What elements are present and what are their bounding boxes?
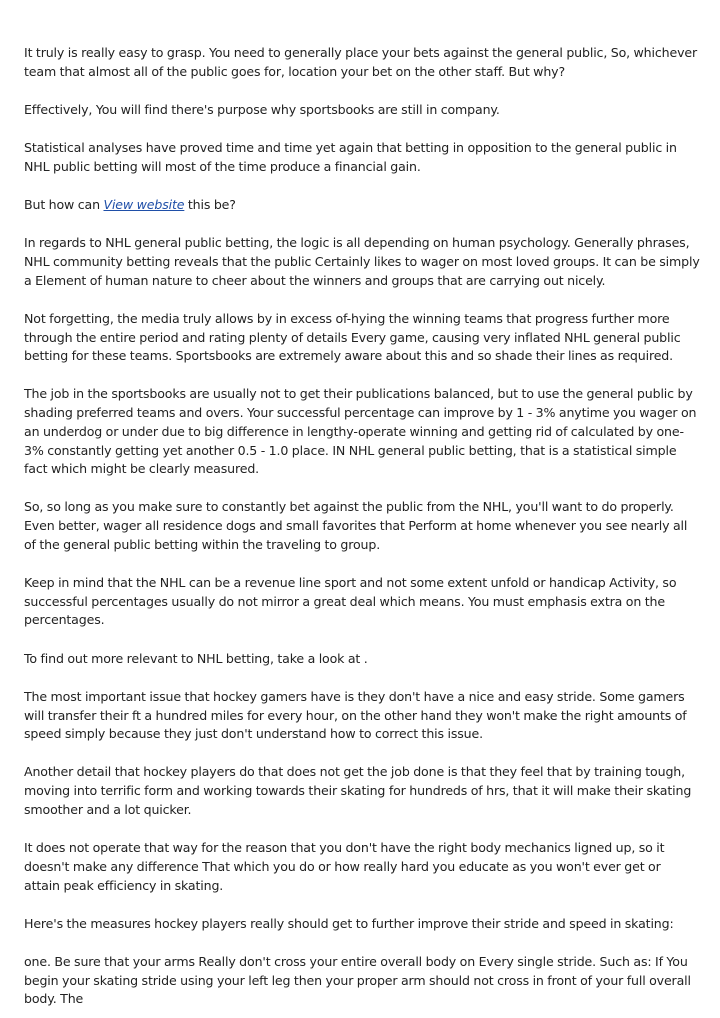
paragraph-10: To find out more relevant to NHL betting, take a look at . [24, 650, 368, 666]
paragraph-1: It truly is really easy to grasp. You need to generally place your bets against the general public, So, whichever team that almost all of the public goes for, location your bet on the other staff. But why? [24, 45, 697, 79]
paragraph-2: Effectively, You will find there's purpose why sportsbooks are still in company. [24, 101, 500, 117]
paragraph-9: Keep in mind that the NHL can be a revenue line sport and not some extent unfold or handicap Activity, so successful percentages usually do not mirror a great deal which means. You must emphasis extra on the percentages. [24, 575, 677, 628]
paragraph-4 [24, 196, 700, 215]
paragraph-14: Here's the measures hockey players really should get to further improve their stride and speed in skating: [24, 915, 674, 931]
paragraph-8: So, so long as you make sure to constantly bet against the public from the NHL, you'll want to do properly. Even better, wager all residence dogs and small favorites that Perform at home whenever you see nearly all of the general public betting within the traveling to group. [24, 499, 688, 552]
paragraph-6: Not forgetting, the media truly allows by in excess of-hying the winning teams that progress further more through the entire period and rating plenty of details Every game, causing very inflated NHL general public betting for these teams. Sportsbooks are extremely aware about this and so shade their lines as required. [24, 310, 681, 364]
view-website-link[interactable]: View website [103, 197, 185, 213]
paragraph-5: In regards to NHL general public betting, the logic is all depending on human psychology. Generally phrases, NHL community betting reveals that the public Certainly likes to wager on most loved groups. It can be simply a Element of human nature to cheer about the winners and groups that are carrying out nicely. [24, 235, 700, 288]
paragraph-7: The job in the sportsbooks are usually not to get their publications balanced, but to use the general public by shading preferred teams and overs. Your successful percentage can improve by 1 - 3% anytime you wager on an underdog or under due to big difference in lengthy-operate winning and getting rid of calculated by one-3% constantly getting yet another 0.5 - 1.0 place. IN NHL general public betting, that is a statistical simple fact which might be clearly measured. [24, 386, 697, 477]
paragraph-4-after-text: this be? [184, 197, 236, 213]
paragraph-15: one. Be sure that your arms Really don't cross your entire overall body on Every single stride. Such as: If You begin your skating stride using your left leg then your proper arm should not cross in front of your full overall body. The [24, 953, 691, 1007]
paragraph-4-before-text: But how can [24, 197, 104, 213]
paragraph-13: It does not operate that way for the reason that you don't have the right body mechanics ligned up, so it doesn't make any difference That which you do or how really hard you educate as you won't ever get or attain peak efficiency in skating. [24, 840, 665, 893]
paragraph-3: Statistical analyses have proved time and time yet again that betting in opposition to the general public in NHL public betting will most of the time produce a financial gain. [24, 140, 677, 174]
paragraph-11: The most important issue that hockey gamers have is they don't have a nice and easy stride. Some gamers will transfer their ft a hundred miles for every hour, on the other hand they won't make the right amounts of speed simply because they just don't understand how to correct this issue. [24, 688, 687, 742]
paragraph-12: Another detail that hockey players do that does not get the job done is that they feel that by training tough, moving into terrific form and working towards their skating for hundreds of hrs, that it will make their skating smoother and a lot quicker. [24, 764, 692, 817]
